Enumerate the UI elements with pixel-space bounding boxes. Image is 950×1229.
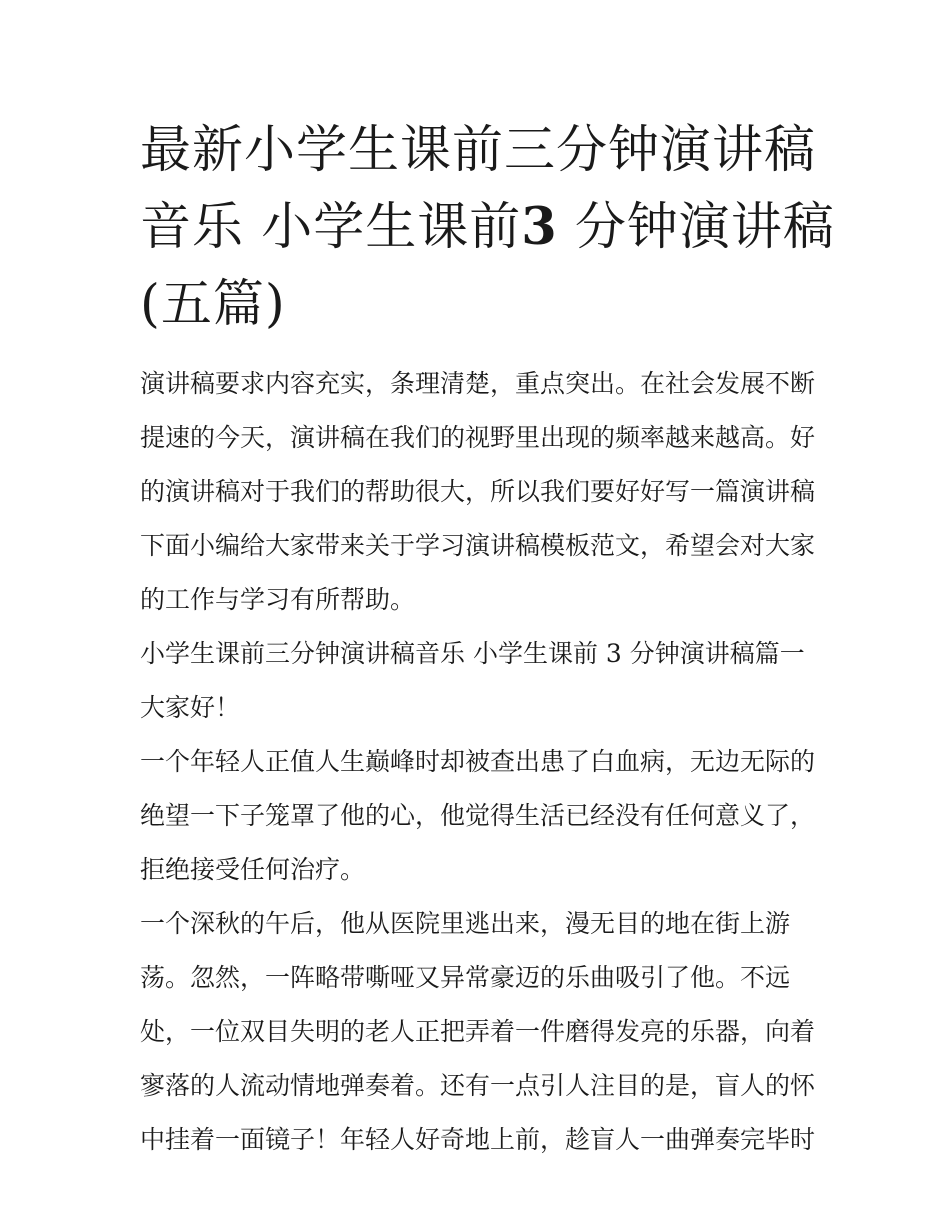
text-line: 中挂着一面镜子！年轻人好奇地上前，趁盲人一曲弹奏完毕时 bbox=[140, 1125, 816, 1154]
text-line: 处，一位双目失明的老人正把弄着一件磨得发亮的乐器，向着 bbox=[140, 1017, 816, 1046]
title-line: 最新小学生课前三分钟演讲稿 bbox=[140, 121, 817, 180]
text-line: 大家好！ bbox=[140, 693, 241, 722]
title-segment: 分钟演讲稿 bbox=[557, 198, 835, 257]
text-line: 荡。忽然，一阵略带嘶哑又异常豪迈的乐曲吸引了他。不远 bbox=[140, 963, 791, 992]
text-line: 小学生课前三分钟演讲稿音乐 小学生课前 3 分钟演讲稿篇一 bbox=[140, 639, 805, 668]
text-line: 一个深秋的午后，他从医院里逃出来，漫无目的地在街上游 bbox=[140, 909, 791, 938]
intro-paragraph bbox=[140, 357, 816, 627]
document-page bbox=[140, 112, 835, 1167]
body-paragraph bbox=[140, 897, 816, 1167]
text-line: 演讲稿要求内容充实，条理清楚，重点突出。在社会发展不断 bbox=[140, 369, 816, 398]
text-line: 寥落的人流动情地弹奏着。还有一点引人注目的是，盲人的怀 bbox=[140, 1071, 816, 1100]
document-title bbox=[140, 112, 835, 343]
title-line bbox=[140, 189, 835, 266]
body-paragraph bbox=[140, 735, 816, 897]
text-line: 的工作与学习有所帮助。 bbox=[140, 585, 416, 614]
text-line: 提速的今天，演讲稿在我们的视野里出现的频率越来越高。好 bbox=[140, 423, 816, 452]
greeting-paragraph bbox=[140, 681, 812, 735]
section-heading bbox=[140, 627, 812, 681]
title-segment: 音乐 小学生课前 bbox=[140, 198, 522, 257]
text-line: 一个年轻人正值人生巅峰时却被查出患了白血病，无边无际的 bbox=[140, 747, 816, 776]
title-line: (五篇) bbox=[140, 275, 286, 334]
title-number: 3 bbox=[521, 197, 558, 257]
text-line: 绝望一下子笼罩了他的心，他觉得生活已经没有任何意义了， bbox=[140, 801, 816, 830]
text-line: 下面小编给大家带来关于学习演讲稿模板范文，希望会对大家 bbox=[140, 531, 816, 560]
text-line: 拒绝接受任何治疗。 bbox=[140, 855, 366, 884]
text-line: 的演讲稿对于我们的帮助很大，所以我们要好好写一篇演讲稿 bbox=[140, 477, 816, 506]
